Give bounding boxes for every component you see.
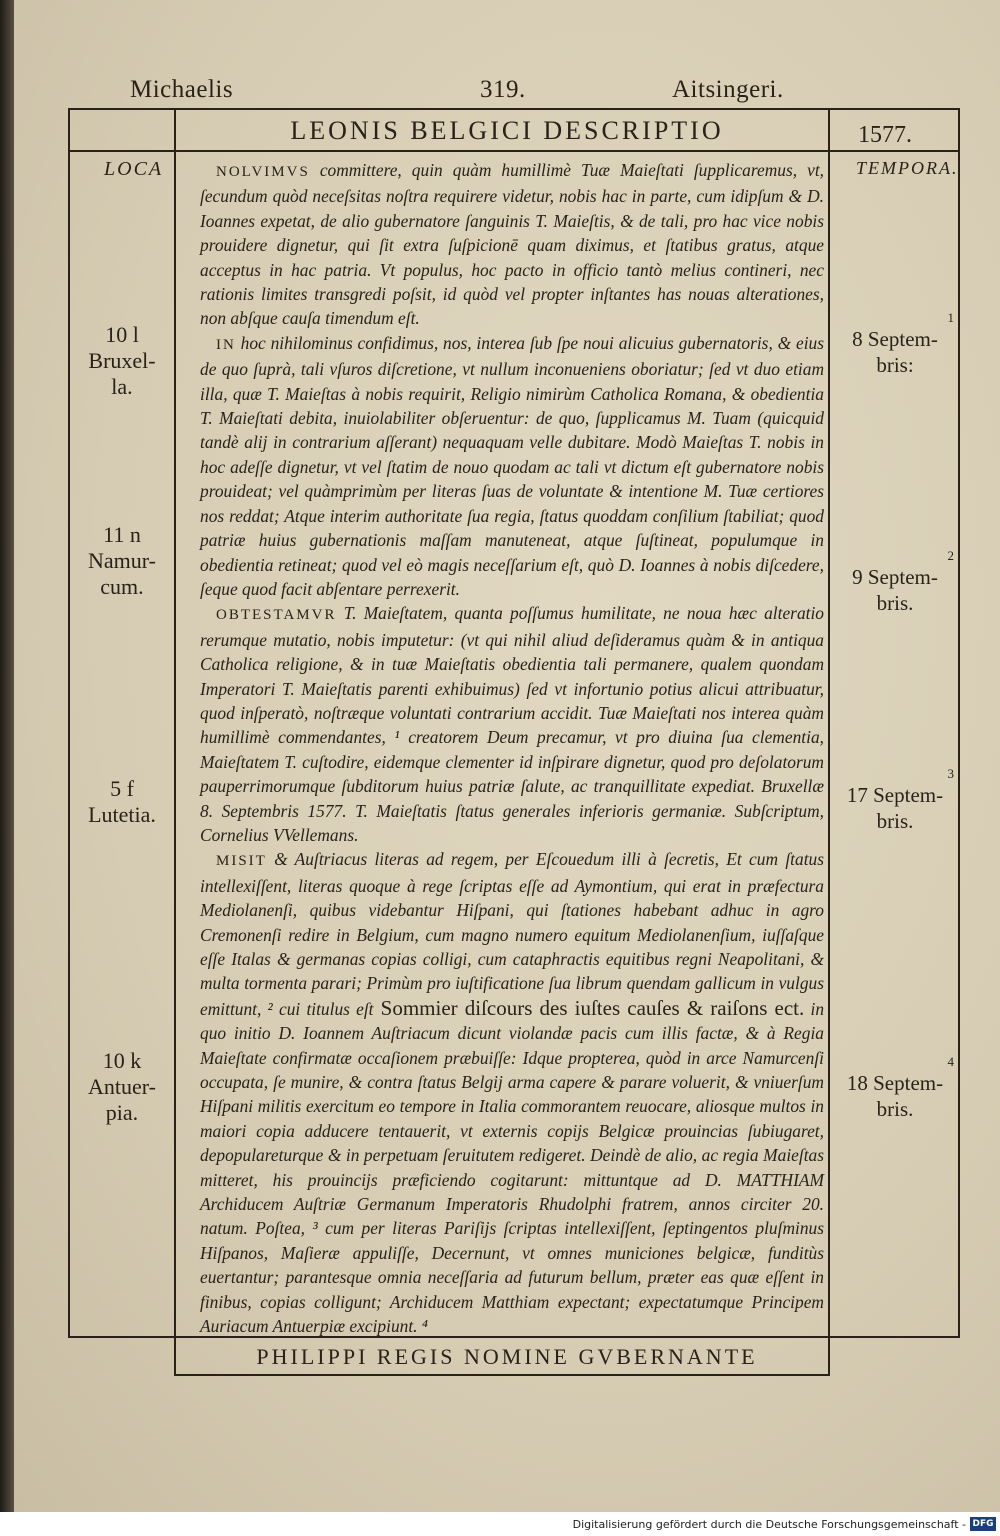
frame-right-rule	[958, 108, 960, 1338]
paragraph-text: T. Maieſtatem, quanta poſſumus humilitate, ne noua hæc alteratio rerumque mutatio, nobis imputetur: (vt qui nihil aliud deſideramus quàm & in antiqua Catholica religione, & in tuæ Maieſtatis obedientia tali permanere, qualem quondam Imperatori T. Maieſtatis parenti exhibuimus) ſed vt infortunio potius alicui attribuatur, quod inſperatò, noſtræque voluntati contrarium accidit. Tuæ Maieſtati nos interea quàm humillimè commendantes, ¹ creatorem Deum precamur, vt pro diuina ſua clementia, Maieſtatem T. cuſtodire, eidemque clementer id inſpirare dignetur, quod pro deſolatorum pauperrimorumque ſubditorum huius patriæ ſalute, ac tranquillitate expediat. Bruxellæ 8. Septembris 1577. T. Maieſtatis ſtatus generales inferioris germaniæ. Subſcriptum, Cornelius VVellemans.	[200, 603, 824, 845]
loca-code: 11 n	[103, 522, 141, 547]
footnote-number: 1	[947, 310, 954, 325]
loca-item	[74, 522, 170, 600]
tempora-column-header: TEMPORA.	[856, 158, 959, 178]
loca-item	[74, 322, 170, 400]
running-head-right: Aitsingeri.	[672, 76, 784, 103]
paragraph-text: in quo initio D. Ioannem Auſtriacum dicunt violandæ pacis cum illis factæ, & à Regia Maieſtate confirmatæ occaſionem præbuiſſe: Idque propterea, quòd in arce Namurcenſi occupata, ſe munire, & contra ſtatus Belgij arma capere & parare voluerit, & vniuerſum Hiſpani militis exercitum eo tempore in Italia commorantem reuocare, aliosque multos in maiori copia adducere tentauerit, vt externis copijs Belgicæ prouincias ſubiugaret, depopulareturque & in perpetuam ſeruitutem redigeret. Deindè de alio, ac regia Maieſtas mitteret, his prouincijs præficiendo cogitarunt: mittuntque ad D. MATTHIAM Archiducem Auſtriæ Germanum Imperatoris Rhudolphi fratrem, annos circiter 20. natum. Poſtea, ³ cum per literas Pariſijs ſcriptas intellexiſſent, ſeptingentos pluſminus Hiſpanos, Maſieræ appuliſſe, Decernunt, vt omnes municiones belgicæ, funditùs euertantur; parantesque omnia neceſſaria ad futurum bellum, præter eas quæ eſſent in finibus, copias colligunt; Archiducem Matthiam expectant; expectatumque Principem Auriacum Antuerpiæ excipiunt. ⁴	[200, 998, 825, 1337]
loca-place: Antuer-	[88, 1074, 156, 1099]
footnote-number: 4	[947, 1054, 954, 1069]
loca-column-header: LOCA	[104, 158, 164, 180]
paragraph-text: & Auſtriacus literas ad regem, per Eſcouedum illi à ſecretis, Et cum ſtatus intellexiſſent, literas quoque à rege ſcriptas eſſe ad Aymontium, qui erat in præfectura Mediolanenſi, quibus videbantur Hiſpani, qui ſtationes habebant adhuc in agro Cremonenſi redire in Belgium, cum magno numero equitum Mediolanenſium, iuſſaſque eſſe Italas & germanas copias colligi, cum cataphractis equitibus regni Neapolitani, & multa tormenta parari; Primùm pro iuſtificatione ſua librum quendam gallicum in vulgus emittunt, ² cui titulus eſt	[200, 849, 824, 1019]
loca-place: Namur-	[88, 548, 156, 573]
tempora-date: bris:	[876, 353, 914, 377]
paragraph-lead: NOLVIMVS	[216, 164, 310, 180]
tempora-item	[830, 1054, 960, 1122]
footnote-number: 2	[947, 548, 954, 563]
loca-place: cum.	[100, 574, 144, 599]
frame-top-rule	[68, 108, 958, 110]
tempora-date: 9 Septem-	[852, 565, 938, 589]
footnote-number: 3	[947, 766, 954, 781]
loca-place: la.	[111, 374, 133, 399]
tempora-date: 8 Septem-	[852, 327, 938, 351]
loca-item	[74, 776, 170, 828]
year-label: 1577.	[858, 122, 912, 148]
tempora-item	[830, 766, 960, 834]
book-spine-edge	[0, 0, 14, 1512]
loca-item	[74, 1048, 170, 1126]
french-book-title: Sommier diſcours des iuſtes cauſes & raiſons ect.	[373, 995, 805, 1020]
frame-footer-rule	[174, 1374, 828, 1376]
frame-left-rule	[68, 108, 70, 1338]
paragraph-lead: OBTESTAMVR	[216, 607, 337, 624]
tempora-date: bris.	[876, 809, 914, 833]
loca-code: 10 k	[102, 1048, 142, 1073]
dfg-logo: DFG	[970, 1517, 996, 1531]
digitization-bar	[0, 1512, 1000, 1536]
paragraph-lead: MISIT	[216, 853, 267, 870]
paragraph	[200, 847, 824, 1338]
tempora-item	[830, 548, 960, 616]
paragraph	[200, 158, 824, 331]
frame-left-inner-rule	[174, 108, 176, 1376]
loca-place: Bruxel-	[88, 348, 156, 373]
footer-title: PHILIPPI REGIS NOMINE GVBERNANTE	[256, 1344, 758, 1369]
paragraph	[200, 601, 824, 847]
loca-code: 5 f	[110, 776, 134, 801]
paragraph	[200, 331, 824, 601]
running-head-left: Michaelis	[130, 76, 234, 103]
loca-place: pia.	[105, 1100, 139, 1125]
paragraph-lead: IN	[216, 336, 236, 353]
book-page	[14, 0, 1000, 1512]
tempora-date: 17 Septem-	[846, 783, 944, 807]
frame-title-rule	[68, 150, 958, 152]
tempora-date: bris.	[876, 591, 914, 615]
digitization-notice: Digitalisierung gefördert durch die Deutsche Forschungsgemeinschaft -	[572, 1518, 966, 1531]
page-number: 319.	[480, 76, 526, 103]
loca-code: 10 l	[105, 322, 139, 347]
page-title: LEONIS BELGICI DESCRIPTIO	[290, 116, 724, 145]
loca-place: Lutetia.	[88, 802, 156, 827]
tempora-date: bris.	[876, 1097, 914, 1121]
paragraph-text: committere, quin quàm humillimè Tuæ Maieſtati ſupplicaremus, vt, ſecundum quòd neceſsitas noſtra requirere videtur, nobis hac in parte, cum idipſum & D. Ioannes expetat, de alio gubernatore ſanguinis T. Maieſtis, & de tali, pro hac vice nobis prouidere dignetur, qui ſit extra ſuſpicionē quam diximus, et ſtatibus gratus, atque acceptus in hac patria. Vt populus, hoc pacto in officio tantò melius contineri, nec rationis limites transgredi poſsit, id quòd vel propter inſtantes has nouas alterationes, non abſque cauſa timendum eſt.	[200, 160, 824, 329]
paragraph-text: hoc nihilominus confidimus, nos, interea ſub ſpe noui alicuius gubernatoris, & eius de quo ſuprà, tali vſuros diſcretione, vt nullum inconueniens oboriatur; ſed vt duo etiam illa, quæ T. Maieſtas à nobis requirit, Religio nimirùm Catholica Romana, & obedientia T. Maieſtati debita, inuiolabiliter obſeruentur: de quo, ſupplicamus M. Tuam (quicquid tandè alij in contrarium aſſerant) nequaquam velle dubitare. Modò Maieſtas T. nobis in hoc adeſſe dignetur, vt vel ſtatim de nouo quodam ac tali vt dictum eſt gubernatore nobis prouideat; vel quàmprimùm per literas ſuas de voluntate & intentione M. Tuæ certiores nos reddat; Atque interim authoritate ſua regia, ſtatus quoddam conſilium ſtabiliat; quod patriæ huius gubernationis maſſam manuteneat, atque ſuſtineat, populumque in obedientia retineat; quod vel eò magis neceſſarium eſt, quò D. Ioannes à nobis diſcedere, ſeque quod facit abſentare perrexerit.	[200, 332, 824, 599]
tempora-date: 18 Septem-	[846, 1071, 944, 1095]
main-text	[200, 158, 824, 1339]
frame-right-inner-rule	[828, 108, 830, 1376]
tempora-item	[830, 310, 960, 378]
